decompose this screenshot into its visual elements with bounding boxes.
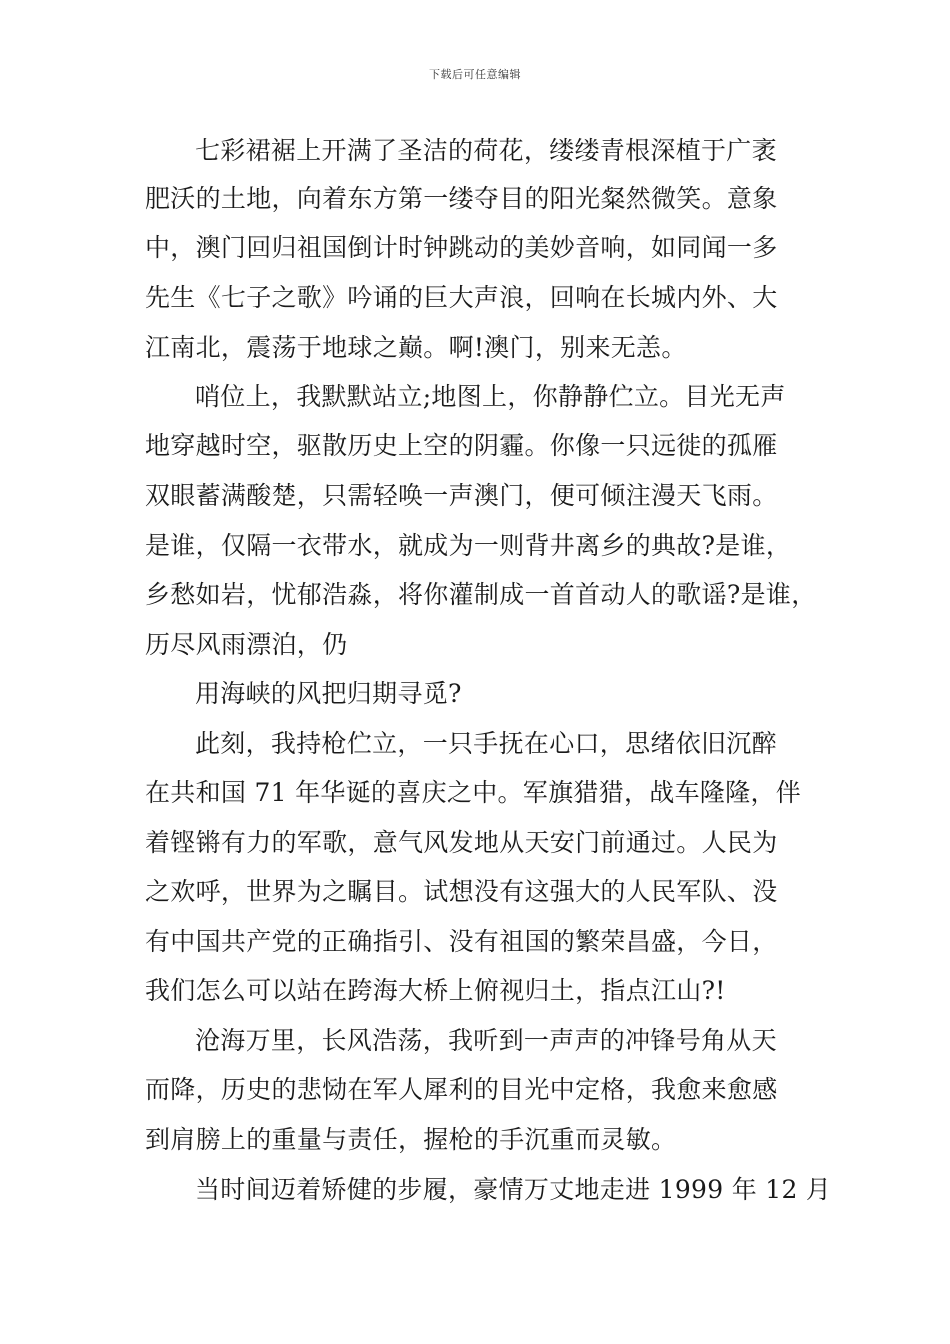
- text-line: 肥沃的土地，向着东方第一缕夺目的阳光粲然微笑。意象: [145, 184, 778, 213]
- text-line: 历尽风雨漂泊，仍: [145, 630, 348, 659]
- text-line: 地穿越时空，驱散历史上空的阴霾。你像一只远徙的孤雁: [145, 431, 778, 460]
- text-line: 双眼蓄满酸楚，只需轻唤一声澳门，便可倾注漫天飞雨。: [145, 481, 778, 510]
- text-line: 在共和国 71 年华诞的喜庆之中。军旗猎猎，战车隆隆，伴: [145, 778, 802, 807]
- text-line: 此刻，我持枪伫立，一只手抚在心口，思绪依旧沉醉: [195, 729, 777, 758]
- text-line: 是谁，仅隔一衣带水，就成为一则背井离乡的典故?是谁，: [145, 531, 792, 560]
- text-line: 乡愁如岩，忧郁浩淼，将你灌制成一首首动人的歌谣?是谁，: [145, 580, 817, 609]
- text-line: 中，澳门回归祖国倒计时钟跳动的美妙音响，如同闻一多: [145, 233, 778, 262]
- text-line: 先生《七子之歌》吟诵的巨大声浪，回响在长城内外、大: [145, 283, 778, 312]
- text-line: 当时间迈着矫健的步履，豪情万丈地走进 1999 年 12 月: [195, 1175, 832, 1204]
- text-line: 沧海万里，长风浩荡，我听到一声声的冲锋号角从天: [195, 1026, 777, 1055]
- text-line: 我们怎么可以站在跨海大桥上俯视归土，指点江山?!: [145, 976, 726, 1005]
- text-line: 有中国共产党的正确指引、没有祖国的繁荣昌盛，今日，: [145, 927, 778, 956]
- text-line: 七彩裙裾上开满了圣洁的荷花，缕缕青根深植于广袤: [195, 136, 777, 165]
- text-line: 而降，历史的悲恸在军人犀利的目光中定格，我愈来愈感: [145, 1075, 778, 1104]
- page-header: 下载后可任意编辑: [429, 68, 521, 81]
- text-line: 哨位上，我默默站立;地图上，你静静伫立。目光无声: [195, 382, 786, 411]
- text-line: 着铿锵有力的军歌，意气风发地从天安门前通过。人民为: [145, 828, 778, 857]
- text-line: 用海峡的风把归期寻觅?: [195, 679, 462, 708]
- text-line: 之欢呼，世界为之瞩目。试想没有这强大的人民军队、没: [145, 877, 778, 906]
- text-line: 江南北，震荡于地球之巅。啊!澳门，别来无恙。: [145, 333, 687, 362]
- text-line: 到肩膀上的重量与责任，握枪的手沉重而灵敏。: [145, 1125, 677, 1154]
